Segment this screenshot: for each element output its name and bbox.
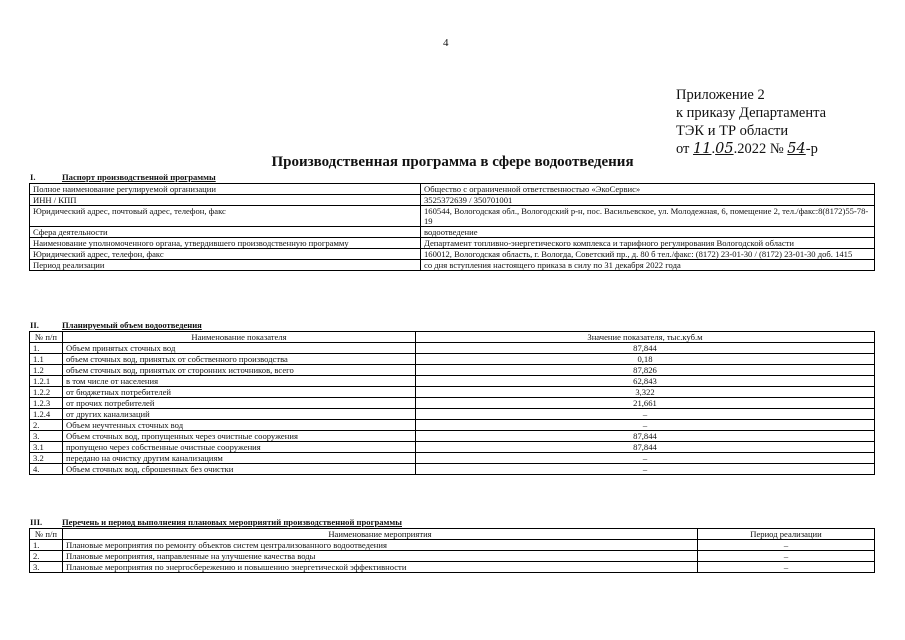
section-1-heading (30, 172, 216, 182)
row-number: 1.1 (30, 354, 63, 365)
row-value: 87,844 (416, 442, 875, 453)
passport-value: со дня вступления настоящего приказа в силу по 31 декабря 2022 года (421, 260, 875, 271)
passport-label: ИНН / КПП (30, 195, 421, 206)
row-number: 1. (30, 540, 63, 551)
row-value: 87,844 (416, 343, 875, 354)
section-2-title: Планируемый объем водоотведения (62, 320, 202, 330)
passport-value: водоотведение (421, 227, 875, 238)
table-row (30, 431, 875, 442)
row-number: 1.2.2 (30, 387, 63, 398)
passport-value: Общество с ограниченной ответственностью «ЭкоСервис» (421, 184, 875, 195)
page-number: 4 (443, 37, 449, 49)
row-value: 21,661 (416, 398, 875, 409)
table-row (30, 343, 875, 354)
passport-value: 160012, Вологодская область, г. Вологда, Советский пр., д. 80 б тел./факс: (8172) 23-01-30 / (8172) 23-01-30 доб. 1415 (421, 249, 875, 260)
table-row (30, 464, 875, 475)
row-number: 1.2.3 (30, 398, 63, 409)
appendix-block (676, 86, 826, 158)
row-number: 2. (30, 551, 63, 562)
header-number: № п/п (30, 529, 63, 540)
row-name: Объем принятых сточных вод (63, 343, 416, 354)
section-3-title: Перечень и период выполнения плановых мероприятий производственной программы (62, 517, 402, 527)
row-value: – (416, 453, 875, 464)
row-period: – (698, 540, 875, 551)
order-suffix: -р (805, 141, 818, 157)
document-title: Производственная программа в сфере водоотведения (271, 154, 634, 170)
table-row (30, 376, 875, 387)
passport-label: Полное наименование регулируемой организации (30, 184, 421, 195)
row-name: Плановые мероприятия по энергосбережению и повышению энергетической эффективности (63, 562, 698, 573)
order-year: .2022 № (733, 141, 784, 157)
row-number: 1.2.1 (30, 376, 63, 387)
row-value: – (416, 409, 875, 420)
row-value: 62,843 (416, 376, 875, 387)
row-value: 3,322 (416, 387, 875, 398)
row-period: – (698, 551, 875, 562)
header-measure-name: Наименование мероприятия (63, 529, 698, 540)
table-row (30, 398, 875, 409)
header-number: № п/п (30, 332, 63, 343)
passport-value: Департамент топливно-энергетического комплекса и тарифного регулирования Вологодской области (421, 238, 875, 249)
order-day: 11 (693, 141, 712, 157)
row-number: 1. (30, 343, 63, 354)
section-3-heading (30, 517, 402, 527)
passport-label: Юридический адрес, почтовый адрес, телефон, факс (30, 206, 421, 227)
table-row (30, 453, 875, 464)
passport-value: 160544, Вологодская обл., Вологодский р-н, пос. Васильевское, ул. Молодежная, 6, помещение 2, тел./факс:8(8172)55-78-19 (421, 206, 875, 227)
table-row (30, 562, 875, 573)
table-header-row (30, 529, 875, 540)
table-row (30, 365, 875, 376)
section-2-heading (30, 320, 202, 330)
row-value: 87,826 (416, 365, 875, 376)
passport-label: Юридический адрес, телефон, факс (30, 249, 421, 260)
row-number: 4. (30, 464, 63, 475)
row-name: объем сточных вод, принятых от сторонних источников, всего (63, 365, 416, 376)
section-1-number: I. (30, 172, 36, 182)
header-indicator-name: Наименование показателя (63, 332, 416, 343)
header-indicator-value: Значение показателя, тыс.куб.м (416, 332, 875, 343)
row-value: 87,844 (416, 431, 875, 442)
row-name: объем сточных вод, принятых от собственного производства (63, 354, 416, 365)
table-row (30, 238, 875, 249)
row-number: 3. (30, 431, 63, 442)
row-value: – (416, 464, 875, 475)
header-period: Период реализации (698, 529, 875, 540)
table-row (30, 551, 875, 562)
section-2-number: II. (30, 320, 39, 330)
row-number: 1.2 (30, 365, 63, 376)
row-value: 0,18 (416, 354, 875, 365)
table-row (30, 249, 875, 260)
row-number: 1.2.4 (30, 409, 63, 420)
row-name: Плановые мероприятия по ремонту объектов систем централизованного водоотведения (63, 540, 698, 551)
row-name: передано на очистку другим канализациям (63, 453, 416, 464)
table-row (30, 227, 875, 238)
passport-value: 3525372639 / 350701001 (421, 195, 875, 206)
passport-label: Сфера деятельности (30, 227, 421, 238)
date-prefix: от (676, 141, 690, 157)
table-row (30, 195, 875, 206)
row-name: от других канализаций (63, 409, 416, 420)
row-number: 3.1 (30, 442, 63, 453)
row-name: от прочих потребителей (63, 398, 416, 409)
table-row (30, 387, 875, 398)
table-row (30, 354, 875, 365)
row-name: Плановые мероприятия, направленные на улучшение качества воды (63, 551, 698, 562)
table-row (30, 442, 875, 453)
table-header-row (30, 332, 875, 343)
row-name: Объем сточных вод, пропущенных через очистные сооружения (63, 431, 416, 442)
passport-table (29, 183, 875, 271)
row-value: – (416, 420, 875, 431)
table-row (30, 409, 875, 420)
appendix-line-1: Приложение 2 (676, 87, 765, 103)
table-row (30, 540, 875, 551)
section-3-number: III. (30, 517, 43, 527)
row-number: 3. (30, 562, 63, 573)
row-name: Объем неучтенных сточных вод (63, 420, 416, 431)
table-row (30, 260, 875, 271)
table-row (30, 206, 875, 227)
row-name: Объем сточных вод, сброшенных без очистки (63, 464, 416, 475)
table-row (30, 420, 875, 431)
appendix-line-2: к приказу Департамента (676, 105, 827, 121)
order-number: 54 (787, 141, 806, 157)
passport-label: Наименование уполномоченного органа, утвердившего производственную программу (30, 238, 421, 249)
order-date-line: от 11.05.2022 № 54-р (676, 141, 818, 157)
row-name: от бюджетных потребителей (63, 387, 416, 398)
row-name: пропущено через собственные очистные сооружения (63, 442, 416, 453)
table-row (30, 184, 875, 195)
row-period: – (698, 562, 875, 573)
order-month: 05 (715, 141, 734, 157)
appendix-line-3: ТЭК и ТР области (676, 123, 789, 139)
row-number: 2. (30, 420, 63, 431)
section-1-title: Паспорт производственной программы (62, 172, 216, 182)
row-name: в том числе от населения (63, 376, 416, 387)
volume-table (29, 331, 875, 475)
passport-label: Период реализации (30, 260, 421, 271)
row-number: 3.2 (30, 453, 63, 464)
measures-table (29, 528, 875, 573)
